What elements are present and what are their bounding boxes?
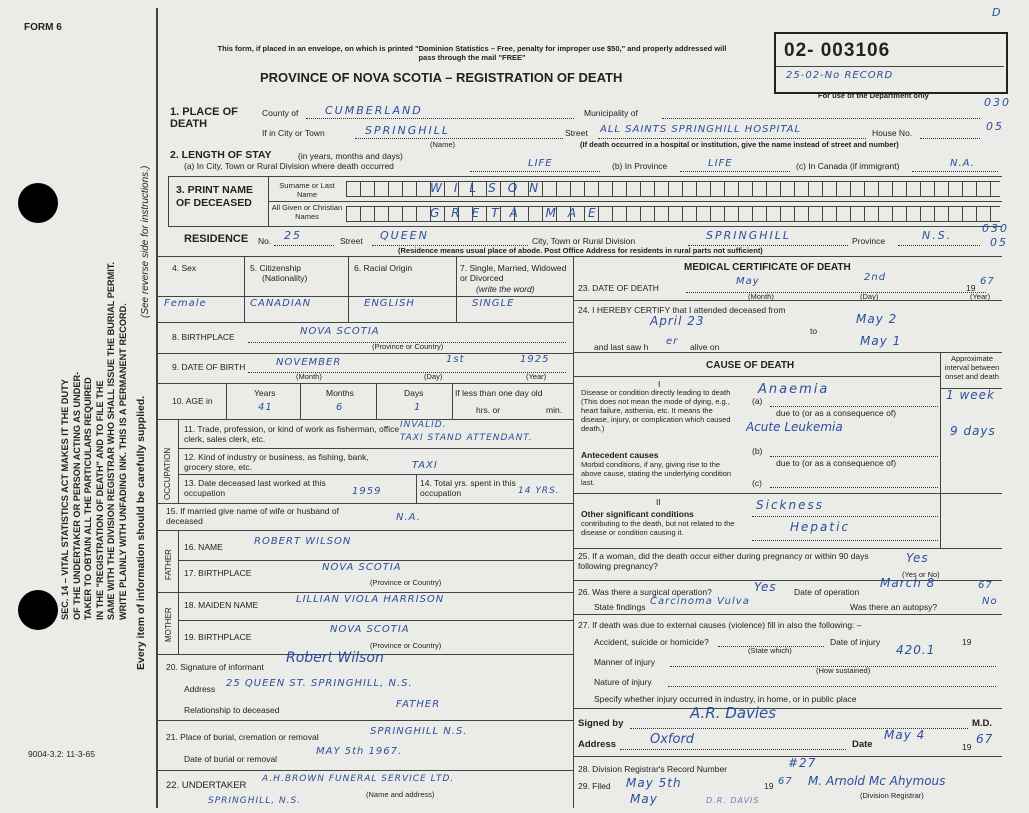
findings-value: Carcinoma Vulva <box>650 596 750 607</box>
findings-label: State findings <box>594 602 646 612</box>
accident-label: Accident, suicide or homicide? <box>594 637 709 647</box>
death-year-prefix: 19 <box>966 283 976 293</box>
record-number-label: 28. Division Registrar's Record Number <box>578 764 728 774</box>
dob-month: NOVEMBER <box>276 357 342 368</box>
municipality-code: 030 <box>984 96 1011 109</box>
last-saw-her: er <box>666 336 679 347</box>
occupation-label: 11. Trade, profession, or kind of work as fisherman, office clerk, sales clerk, etc. <box>184 424 400 444</box>
injury-year-prefix: 19 <box>962 637 972 647</box>
surname-value: WILSON <box>430 181 551 195</box>
corner-mark: D <box>992 6 1003 19</box>
length-of-stay-label: 2. LENGTH OF STAY <box>170 149 272 161</box>
filed-label: 29. Filed <box>578 781 611 791</box>
age-years-label: Years <box>254 388 276 398</box>
death-year: 67 <box>980 276 995 287</box>
injury-code: 420.1 <box>896 643 936 657</box>
last-worked-label: 13. Date deceased last worked at this occupation <box>184 478 326 498</box>
certificate-date-label: Date <box>852 739 873 750</box>
cause-a-interval: 1 week <box>946 388 995 402</box>
certificate-year-prefix: 19 <box>962 742 972 752</box>
registrar-signature: M. Arnold Mc Ahymous <box>808 774 946 788</box>
death-month: May <box>736 276 760 287</box>
yes-no-note: (Yes or No) <box>902 570 940 579</box>
spouse-label: 15. If married give name of wife or husband of deceased <box>166 506 339 526</box>
sex-label: 4. Sex <box>172 263 197 273</box>
total-years-value: 14 YRS. <box>518 486 560 496</box>
injury-date-label: Date of injury <box>830 637 881 647</box>
birthplace-value: NOVA SCOTIA <box>300 326 380 337</box>
signed-by-label: Signed by <box>578 718 624 729</box>
cause-a-value: Anaemia <box>758 382 830 397</box>
burial-date-label: Date of burial or removal <box>184 754 278 764</box>
residence-label: RESIDENCE <box>184 233 249 245</box>
name-note: (Name) <box>430 140 456 149</box>
given-names-value: GRETA MAE <box>430 206 608 220</box>
autopsy-label: Was there an autopsy? <box>850 602 938 612</box>
dob-year-note: (Year) <box>526 372 547 381</box>
physician-signature: A.R. Davies <box>690 704 777 722</box>
attended-to: May 2 <box>856 312 898 326</box>
marital-value: SINGLE <box>472 298 515 309</box>
residence-street-value: QUEEN <box>380 229 429 242</box>
spouse-value: N.A. <box>396 512 421 523</box>
father-side-label: FATHER <box>164 549 173 580</box>
mother-birthplace-note: (Province or Country) <box>370 641 442 650</box>
cause-b-label: (b) <box>752 446 763 456</box>
stay-b-value: LIFE <box>708 158 733 169</box>
undertaker-note: (Name and address) <box>366 790 435 799</box>
certificate-date-value: May 4 <box>884 728 926 742</box>
md-label: M.D. <box>972 718 993 729</box>
street-label: Street <box>565 128 588 138</box>
punch-hole-top <box>18 183 58 223</box>
physician-address-label: Address <box>578 739 617 750</box>
filed-month-correction: May <box>630 792 658 806</box>
other-condition-2: Hepatic <box>790 520 851 534</box>
registration-number: 02- 003106 <box>784 40 891 61</box>
dob-year: 1925 <box>520 354 550 365</box>
county-value: CUMBERLAND <box>325 104 423 117</box>
age-days-value: 1 <box>414 402 422 413</box>
stay-a-value: LIFE <box>528 158 553 169</box>
racial-origin-value: ENGLISH <box>364 298 415 309</box>
cause-b-value: Acute Leukemia <box>746 420 843 434</box>
industry-value: TAXI <box>412 460 438 471</box>
residence-code-1: 030 <box>982 222 1009 235</box>
stay-c-value: N.A. <box>950 158 975 169</box>
specify-label: Specify whether injury occurred in industry, in home, or in public place <box>594 694 857 704</box>
antecedent-label: Antecedent causes <box>581 450 659 460</box>
less-than-day-label: If less than one day old <box>455 388 543 398</box>
interval-label: Approximate interval between onset and death <box>944 354 1000 381</box>
other-conditions-note: contributing to the death, but not related to the disease or condition causing it. <box>581 519 735 537</box>
hospital-note: (If death occurred in a hospital or institution, give the name instead of street and number) <box>580 140 899 149</box>
nature-label: Nature of injury <box>594 677 652 687</box>
mother-maiden-label: 18. MAIDEN NAME <box>184 600 259 610</box>
age-years-value: 41 <box>258 402 273 413</box>
father-name-label: 16. NAME <box>184 542 223 552</box>
burial-date-value: MAY 5th 1967. <box>316 746 403 757</box>
date-of-death-label: 23. DATE OF DEATH <box>578 283 659 293</box>
disease-label: Disease or condition directly leading to death (This does not mean the mode of dying, e.g., heart failure, asthenia, etc. It means the disease, injury, or complication which caused death.) <box>581 388 731 433</box>
operation-date-value: March 8 <box>880 576 936 590</box>
county-label: County of <box>262 108 299 118</box>
birthplace-note: (Province or Country) <box>372 342 444 351</box>
external-causes-label: 27. If death was due to external causes (violence) fill in also the following: – <box>578 620 862 630</box>
see-reverse-note: (See reverse side for instructions.) <box>140 165 151 318</box>
mother-side-label: MOTHER <box>164 607 173 642</box>
municipality-label: Municipality of <box>584 108 638 118</box>
record-number-value: #27 <box>788 756 817 770</box>
residence-code-2: 05 <box>990 236 1008 249</box>
father-name-value: ROBERT WILSON <box>254 536 352 547</box>
informant-label: 20. Signature of informant <box>166 662 264 672</box>
death-year-note: (Year) <box>970 292 991 301</box>
street-value: ALL SAINTS SPRINGHILL HOSPITAL <box>600 124 802 135</box>
medical-certificate-title: MEDICAL CERTIFICATE OF DEATH <box>684 262 851 273</box>
death-day-note: (Day) <box>860 292 879 301</box>
bottom-note: D.R. DAVIS <box>706 796 760 805</box>
occupation-side-label: OCCUPATION <box>163 447 172 500</box>
relationship-label: Relationship to deceased <box>184 705 280 715</box>
department-use-note: For use of the Department only <box>818 91 929 100</box>
sustained-note: (How sustained) <box>816 666 871 675</box>
filed-year: 67 <box>778 776 793 787</box>
attended-label: 24. I HEREBY CERTIFY that I attended deceased from <box>578 305 786 315</box>
given-names-label: All Given or Christian Names <box>271 203 343 221</box>
registrar-note: (Division Registrar) <box>860 791 924 800</box>
pregnancy-value: Yes <box>906 551 929 565</box>
print-code: 9004-3.2: 11-3-65 <box>28 749 95 759</box>
informant-signature: Robert Wilson <box>286 650 384 666</box>
burial-place-value: SPRINGHILL N.S. <box>370 726 468 737</box>
hrs-label: hrs. or <box>476 405 501 415</box>
city-value: SPRINGHILL <box>365 124 451 137</box>
citizenship-value: CANADIAN <box>250 298 312 309</box>
operation-value: Yes <box>754 580 777 594</box>
print-name-label: 3. PRINT NAME OF DECEASED <box>176 184 254 209</box>
cause-of-death-title: CAUSE OF DEATH <box>706 360 795 371</box>
stay-note: (in years, months and days) <box>298 151 403 161</box>
undertaker-value-2: SPRINGHILL, N.S. <box>208 796 302 806</box>
manner-label: Manner of injury <box>594 657 655 667</box>
filed-date: May 5th <box>626 776 682 790</box>
dob-day: 1st <box>446 354 465 365</box>
total-years-label: 14. Total yrs. spent in this occupation <box>420 478 516 498</box>
death-month-note: (Month) <box>748 292 774 301</box>
last-saw-label: and last saw h <box>594 342 649 352</box>
racial-origin-label: 6. Racial Origin <box>354 263 413 273</box>
residence-note: (Residence means usual place of abode. Post Office Address for residents in rural parts not sufficient) <box>398 246 763 255</box>
surname-label: Surname or Last Name <box>279 181 335 199</box>
cause-c-label: (c) <box>752 478 762 488</box>
certificate-year: 67 <box>976 732 994 746</box>
alive-on-label: alive on <box>690 342 720 352</box>
age-months-label: Months <box>326 388 354 398</box>
operation-date-label: Date of operation <box>794 587 860 597</box>
other-conditions-label: Other significant conditions <box>581 509 694 519</box>
cause-a-label: (a) <box>752 396 763 406</box>
operation-year: 67 <box>978 580 993 591</box>
age-months-value: 6 <box>336 402 344 413</box>
min-label: min. <box>546 405 563 415</box>
residence-no-label: No. <box>258 236 272 246</box>
attended-to-label: to <box>810 326 818 336</box>
mail-notice: This form, if placed in an envelope, on which is printed "Dominion Statistics – Free, penalty for improper use $50," and properly addressed will pass through the mail "FREE" <box>217 44 727 62</box>
every-item-note: Every item of information should be carefully supplied. <box>135 395 147 670</box>
sex-value: Female <box>164 298 207 309</box>
informant-address-label: Address <box>184 684 216 694</box>
occupation-value-1: INVALID. <box>400 420 447 430</box>
dob-month-note: (Month) <box>296 372 322 381</box>
house-label: House No. <box>872 128 913 138</box>
place-of-death-label: 1. PLACE OF DEATH <box>170 106 238 130</box>
dob-label: 9. DATE OF BIRTH <box>172 362 246 372</box>
dob-day-note: (Day) <box>424 372 443 381</box>
antecedent-note: Morbid conditions, if any, giving rise to the above cause, stating the underlying condition last. <box>581 460 732 487</box>
age-label: 10. AGE in <box>172 396 213 406</box>
last-worked-value: 1959 <box>352 486 382 497</box>
stay-b-label: (b) In Province <box>612 161 668 171</box>
marital-note: (write the word) <box>476 284 535 294</box>
due-to-2-label: due to (or as a consequence of) <box>776 458 897 468</box>
undertaker-value: A.H.BROWN FUNERAL SERVICE LTD. <box>262 774 455 784</box>
residence-no-value: 25 <box>284 229 302 242</box>
informant-address-value: 25 QUEEN ST. SPRINGHILL, N.S. <box>226 678 413 689</box>
section-ii-label: II <box>656 497 661 507</box>
father-birthplace-label: 17. BIRTHPLACE <box>184 568 252 578</box>
house-code: 05 <box>986 120 1004 133</box>
punch-hole-bottom <box>18 590 58 630</box>
father-birthplace-value: NOVA SCOTIA <box>322 562 402 573</box>
other-condition-1: Sickness <box>756 498 824 512</box>
city-label: If in City or Town <box>262 128 325 138</box>
age-days-label: Days <box>404 388 424 398</box>
operation-label: 26. Was there a surgical operation? <box>578 587 712 597</box>
section-i-label: I <box>658 379 661 389</box>
industry-label: 12. Kind of industry or business, as fishing, bank, grocery store, etc. <box>184 452 369 472</box>
death-day: 2nd <box>864 272 887 283</box>
state-which-note: (State which) <box>748 646 792 655</box>
father-birthplace-note: (Province or Country) <box>370 578 442 587</box>
vital-statistics-notice: SEC. 14 – VITAL STATISTICS ACT MAKES IT THE DUTY OF THE UNDERTAKER OR PERSON ACTING AS UNDER- TAKER TO OBTAIN ALL THE PARTICULARS REQUIRED IN THE "REGISTRATION OF DEATH" AND TO FILE THE SAME WITH THE DIVISION REGISTRAR WHO SHALL ISSUE THE BURIAL PERMIT. WRITE PLAINLY WITH UNFADING INK. THIS IS A PERMANENT RECORD. <box>60 262 128 620</box>
autopsy-value: No <box>982 596 998 607</box>
mother-birthplace-label: 19. BIRTHPLACE <box>184 632 252 642</box>
relationship-value: FATHER <box>396 699 441 710</box>
due-to-1-label: due to (or as a consequence of) <box>776 408 897 418</box>
residence-city-value: SPRINGHILL <box>706 229 792 242</box>
mother-birthplace-value: NOVA SCOTIA <box>330 624 410 635</box>
form-title: PROVINCE OF NOVA SCOTIA – REGISTRATION OF DEATH <box>260 70 623 85</box>
stay-c-label: (c) In Canada (if immigrant) <box>796 161 900 171</box>
undertaker-label: 22. UNDERTAKER <box>166 780 247 791</box>
form-number: FORM 6 <box>24 22 62 33</box>
alive-on-value: May 1 <box>860 334 902 348</box>
birthplace-label: 8. BIRTHPLACE <box>172 332 235 342</box>
attended-from: April 23 <box>650 314 705 328</box>
physician-address-value: Oxford <box>650 732 695 747</box>
pregnancy-label: 25. If a woman, did the death occur either during pregnancy or within 90 days following pregnancy? <box>578 551 869 571</box>
marital-label: 7. Single, Married, Widowed or Divorced <box>460 263 567 283</box>
stay-a-label: (a) In City, Town or Rural Division where death occurred <box>184 161 394 171</box>
residence-province-label: Province <box>852 236 886 246</box>
residence-street-label: Street <box>340 236 363 246</box>
citizenship-note: (Nationality) <box>262 273 308 283</box>
citizenship-label: 5. Citizenship <box>250 263 302 273</box>
occupation-value-2: TAXI STAND ATTENDANT. <box>400 433 533 443</box>
residence-city-label: City, Town or Rural Division <box>532 236 636 246</box>
registration-handwritten: 25-02-No RECORD <box>786 70 894 81</box>
filed-year-prefix: 19 <box>764 781 774 791</box>
burial-place-label: 21. Place of burial, cremation or removal <box>166 732 319 742</box>
cause-b-interval: 9 days <box>950 424 996 438</box>
mother-maiden-value: LILLIAN VIOLA HARRISON <box>296 594 445 605</box>
residence-province-value: N.S. <box>922 229 953 242</box>
